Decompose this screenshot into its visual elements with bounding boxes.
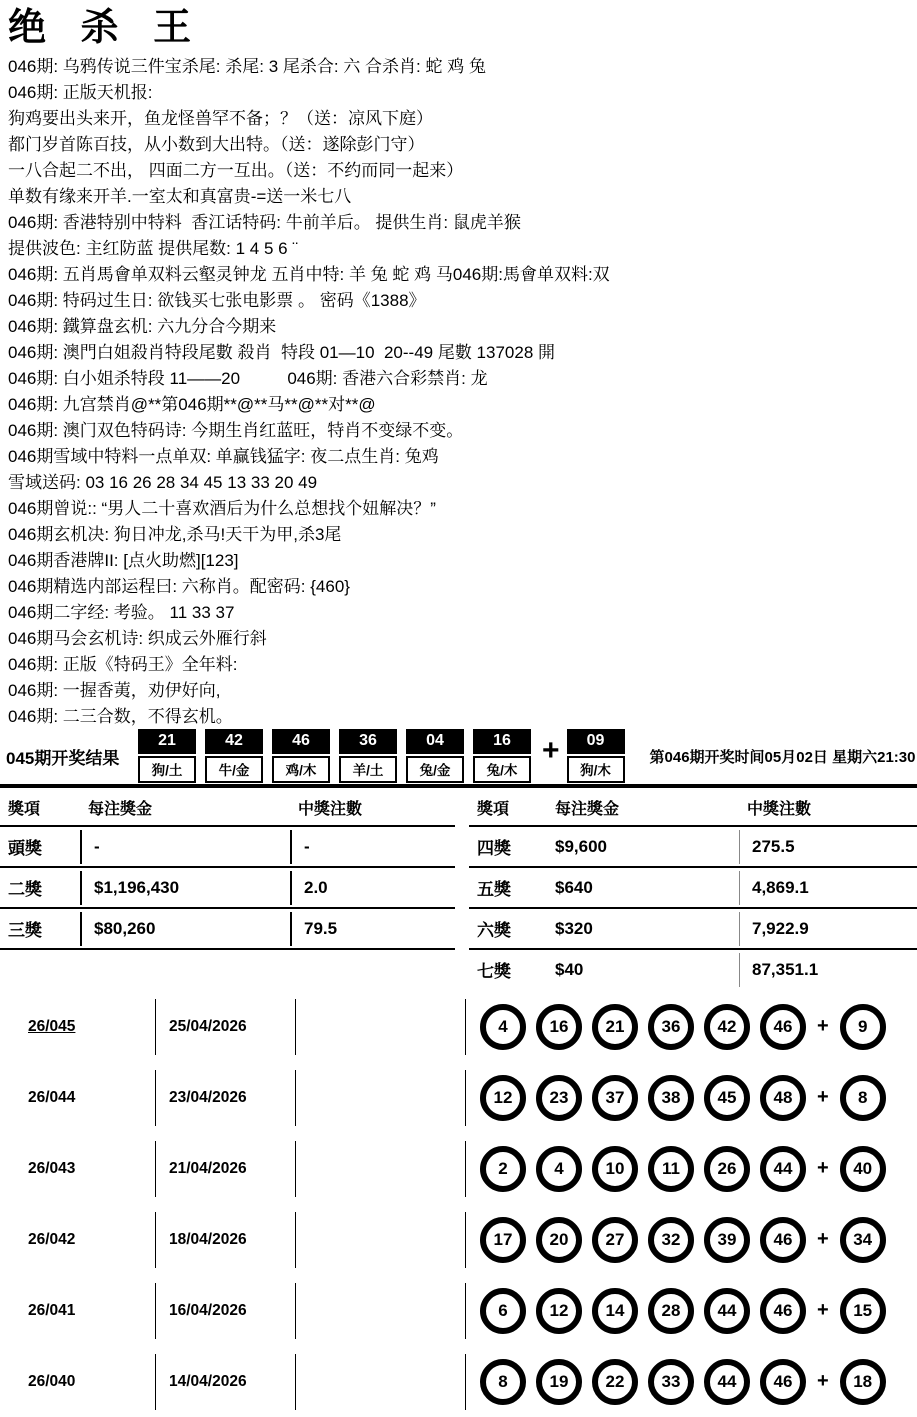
period-cell [0,1302,155,1320]
period-cell [0,1160,155,1178]
number-ball: 22 [592,1359,638,1405]
period-label: 26/041 [28,1301,76,1319]
prize-header-cell: 每注獎金 [88,801,153,818]
draw-results-label: 045期开奖结果 [6,748,120,768]
prize-header-cell: 中獎注數 [747,801,812,818]
prize-header-cell: 每注獎金 [555,801,620,818]
history-row [0,1275,917,1346]
prize-cell: 79.5 [290,912,455,946]
info-line: 046期: 香港特别中特料 香江话特码: 牛前羊后。 提供生肖: 鼠虎羊猴 [8,213,521,232]
prize-cell: 275.5 [739,830,917,864]
prize-row [469,950,917,989]
info-line: 雪域送码: 03 16 26 28 34 45 13 33 20 49 [8,473,318,492]
number-ball: 38 [648,1075,694,1121]
number-ball: 2 [480,1146,526,1192]
number-ball: 6 [480,1288,526,1334]
number-ball: 4 [536,1146,582,1192]
info-line: 046期: 乌鸦传说三件宝杀尾: 杀尾: 3 尾杀合: 六 合杀肖: 蛇 鸡 兔 [8,57,486,76]
prize-cell: 六獎 [477,921,511,940]
plus-icon: + [817,1370,829,1392]
period-label: 26/044 [28,1088,76,1106]
history-row [0,1133,917,1204]
draw-date: 21/04/2026 [169,1159,247,1177]
prize-row [0,909,455,950]
draw-number: 46 [272,729,330,754]
draw-date: 16/04/2026 [169,1301,247,1319]
info-line: 046期: 一握香荑，劝伊好向, [8,681,221,700]
prize-cell: 二獎 [8,880,42,899]
number-ball: 46 [760,1359,806,1405]
bonus-ball: 15 [840,1288,886,1334]
draw-number-box [473,729,531,783]
info-line: 046期雪域中特料一点单双: 单赢钱猛字: 夜二点生肖: 兔鸡 [8,447,439,466]
number-ball: 37 [592,1075,638,1121]
info-line: 046期: 白小姐杀特段 11——20 046期: 香港六合彩禁肖: 龙 [8,369,488,388]
number-ball: 19 [536,1359,582,1405]
number-ball: 8 [480,1359,526,1405]
prize-cell: - [290,830,455,864]
prize-cell: 三獎 [8,921,42,940]
period-label: 26/043 [28,1159,76,1177]
info-line: 046期: 正版《特码王》全年料: [8,655,238,674]
info-line: 046期: 正版天机报: [8,83,153,102]
number-ball: 44 [760,1146,806,1192]
history-row [0,1204,917,1275]
draw-balls [138,729,634,783]
history-row [0,991,917,1062]
prize-header-row [469,788,917,827]
plus-icon: + [817,1015,829,1037]
draw-number: 21 [138,729,196,754]
number-ball: 21 [592,1004,638,1050]
history-row [0,1346,917,1417]
next-draw-time: 第046期开奖时间05月02日 星期六21:30 [649,748,916,766]
draw-zodiac-label: 狗/土 [138,756,196,783]
number-ball: 45 [704,1075,750,1121]
plus-icon: + [817,1086,829,1108]
info-line: 046期玄机决: 狗日冲龙,杀马!天干为甲,杀3尾 [8,525,342,544]
page-title: 绝 杀 王 [8,7,204,49]
prize-cell: 4,869.1 [739,871,917,905]
number-ball: 46 [760,1004,806,1050]
prize-header-row [0,788,455,827]
balls-cell [466,1359,886,1405]
info-line: 046期: 澳門白姐殺肖特段尾數 殺肖 特段 01—10 20--49 尾數 137028 開 [8,343,556,362]
draw-number: 42 [205,729,263,754]
prize-cell: 四獎 [477,839,511,858]
number-ball: 48 [760,1075,806,1121]
prize-cell: 87,351.1 [739,953,917,987]
number-ball: 17 [480,1217,526,1263]
info-line: 都门岁首陈百技，从小数到大出特。（送：遂除彭门守） [8,135,425,154]
draw-number-box [205,729,263,783]
balls-cell [466,1217,886,1263]
info-line: 046期: 特码过生日: 欲钱买七张电影票 。 密码《1388》 [8,291,426,310]
draw-results-strip [0,730,917,784]
number-ball: 44 [704,1359,750,1405]
balls-cell [466,1004,886,1050]
info-line: 046期二字经: 考验。 11 33 37 [8,603,235,622]
period-label: 26/042 [28,1230,76,1248]
info-line: 046期: 九宫禁肖@**第046期**@**马**@**对**@ [8,395,376,414]
number-ball: 4 [480,1004,526,1050]
draw-zodiac-label: 兔/木 [473,756,531,783]
draw-number-box [272,729,330,783]
draw-zodiac-label: 牛/金 [205,756,263,783]
prize-cell: $80,260 [80,912,290,946]
prize-row [0,827,455,868]
prize-cell: 7,922.9 [739,912,917,946]
history-table [0,991,917,1417]
draw-number-box [138,729,196,783]
balls-cell [466,1146,886,1192]
plus-sign: + [542,734,560,767]
number-ball: 16 [536,1004,582,1050]
number-ball: 27 [592,1217,638,1263]
number-ball: 12 [480,1075,526,1121]
draw-date: 18/04/2026 [169,1230,247,1248]
number-ball: 32 [648,1217,694,1263]
special-number-box [567,729,625,783]
info-line: 046期: 五肖馬會单双料云壑灵钟龙 五肖中特: 羊 兔 蛇 鸡 马046期:馬會单双料:双 [8,265,610,284]
number-ball: 33 [648,1359,694,1405]
prize-table [0,784,917,989]
draw-number: 16 [473,729,531,754]
column-divider [295,1070,296,1126]
info-line: 046期曾说:: “男人二十喜欢酒后为什么总想找个妞解决？” [8,499,436,518]
prize-cell: $640 [555,877,593,897]
number-ball: 12 [536,1288,582,1334]
prize-cell: 五獎 [477,880,511,899]
info-line: 单数有缘来开羊.一室太和真富贵-=送一米七八 [8,187,352,206]
draw-zodiac-label: 羊/土 [339,756,397,783]
prize-cell: 七獎 [477,962,511,981]
number-ball: 39 [704,1217,750,1263]
number-ball: 28 [648,1288,694,1334]
bonus-ball: 8 [840,1075,886,1121]
period-label: 26/040 [28,1372,76,1390]
column-divider [295,1212,296,1268]
balls-cell [466,1075,886,1121]
plus-icon: + [817,1299,829,1321]
period-cell [0,1089,155,1107]
info-line: 一八合起二不出， 四面二方一互出。（送：不约而同一起来） [8,161,464,180]
draw-date: 25/04/2026 [169,1017,247,1035]
balls-cell [466,1288,886,1334]
prize-cell: - [80,830,290,864]
info-lines [0,54,917,730]
bonus-ball: 34 [840,1217,886,1263]
bonus-ball: 18 [840,1359,886,1405]
plus-icon: + [817,1157,829,1179]
history-row [0,1062,917,1133]
plus-icon: + [817,1228,829,1250]
period-cell [0,1231,155,1249]
draw-zodiac-label: 鸡/木 [272,756,330,783]
bonus-ball: 40 [840,1146,886,1192]
column-divider [295,999,296,1055]
draw-date: 23/04/2026 [169,1088,247,1106]
draw-zodiac-label: 狗/木 [567,756,625,783]
prize-header-cell: 中獎注數 [298,801,363,818]
number-ball: 36 [648,1004,694,1050]
draw-number: 09 [567,729,625,754]
prize-header-cell: 獎項 [8,801,41,818]
number-ball: 14 [592,1288,638,1334]
prize-cell: $40 [555,959,584,979]
number-ball: 46 [760,1217,806,1263]
prize-row [469,827,917,868]
draw-date: 14/04/2026 [169,1372,247,1390]
draw-number: 36 [339,729,397,754]
number-ball: 42 [704,1004,750,1050]
draw-number-box [406,729,464,783]
draw-zodiac-label: 兔/金 [406,756,464,783]
number-ball: 23 [536,1075,582,1121]
draw-number-box [339,729,397,783]
number-ball: 46 [760,1288,806,1334]
info-line: 提供波色: 主红防蓝 提供尾数: 1 4 5 6 ¨ [8,239,298,258]
prize-row [0,868,455,909]
prize-cell: 2.0 [290,871,455,905]
prize-cell: $320 [555,918,593,938]
period-link[interactable]: 26/045 [28,1017,76,1035]
info-line: 狗鸡要出头来开，鱼龙怪兽罕不备；？（送：凉风下庭） [8,109,433,128]
column-divider [295,1141,296,1197]
prize-table-right [469,788,917,989]
info-line: 046期: 澳门双色特码诗: 今期生肖红蓝旺，特肖不变绿不变。 [8,421,464,440]
column-divider [295,1283,296,1339]
prize-header-cell: 獎項 [477,801,510,818]
column-divider [295,1354,296,1410]
draw-number: 04 [406,729,464,754]
number-ball: 26 [704,1146,750,1192]
info-line: 046期马会玄机诗: 织成云外雁行斜 [8,629,267,648]
number-ball: 44 [704,1288,750,1334]
info-line: 046期香港牌II: [点火助燃][123] [8,551,239,570]
prize-row [469,868,917,909]
number-ball: 11 [648,1146,694,1192]
period-cell [0,1018,155,1036]
prize-cell: 頭獎 [8,839,42,858]
bonus-ball: 9 [840,1004,886,1050]
info-line: 046期: 鐵算盘玄机: 六九分合今期来 [8,317,277,336]
number-ball: 10 [592,1146,638,1192]
prize-row [469,909,917,950]
prize-table-left [0,788,455,989]
number-ball: 20 [536,1217,582,1263]
prize-cell: $9,600 [555,836,607,856]
info-line: 046期精选内部运程曰: 六称肖。配密码: {460} [8,577,350,596]
prize-cell: $1,196,430 [80,871,290,905]
info-line: 046期: 二三合数，不得玄机。 [8,707,233,726]
